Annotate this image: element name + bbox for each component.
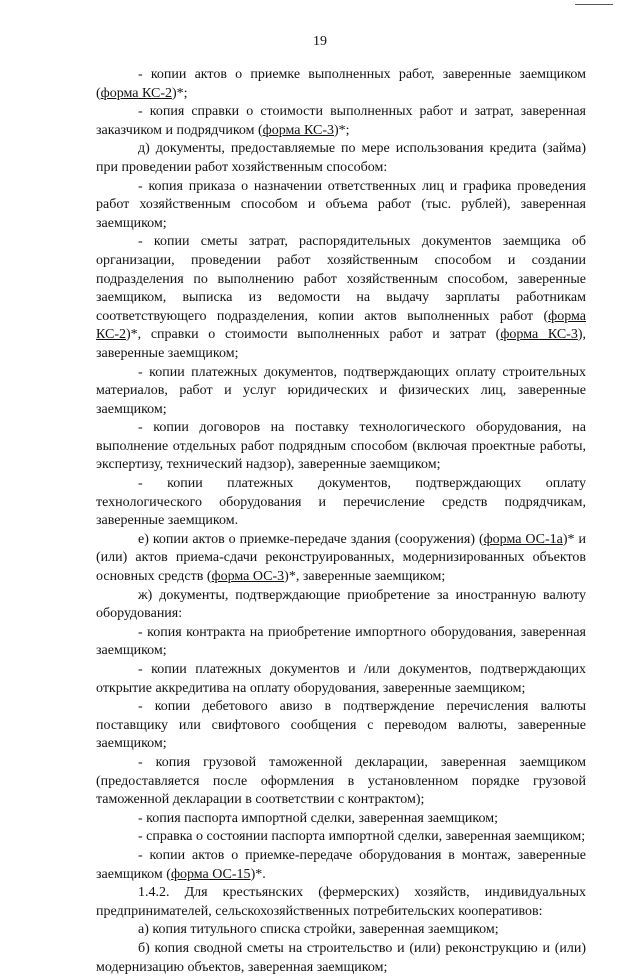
paragraph-text: )* и (или) актов приема-сдачи реконструированных, модернизированных объектов основных средств (: [96, 531, 586, 585]
paragraph-text: - копии актов о приемке-передаче оборудования в монтаж, заверенные заемщиком (: [96, 847, 586, 882]
paragraph-text: )*, заверенные заемщиком;: [284, 569, 446, 585]
paragraph-text: - справка о состоянии паспорта импортной сделки, заверенная заемщиком;: [138, 829, 586, 845]
paragraph-text: - копии сметы затрат, распорядительных документов заемщика об организации, проведении работ хозяйственным способом и создании подразделения по выполнению работ хозяйственным способом, заверенные заемщиком, выписка из ведомости на выдачу зарплаты работникам соответствующего подразделения, копии актов выполненных работ (: [96, 234, 586, 324]
paragraph: [96, 698, 586, 754]
paragraph-text: - копия приказа о назначении ответственных лиц и графика проведения работ хозяйственным способом и объема работ (тыс. рублей), заверенная заемщиком;: [96, 178, 586, 231]
paragraph-text: - копии договоров на поставку технологического оборудования, на выполнение отдельных работ подрядным способом (включая проектные работы, экспертизу, технический надзор), заверенные заемщиком;: [96, 420, 586, 473]
paragraph: [96, 624, 586, 661]
paragraph-text: б) копия сводной сметы на строительство и (или) реконструкцию и (или) модернизацию объектов, заверенная заемщиком;: [96, 940, 586, 975]
paragraph: [96, 419, 586, 475]
paragraph-text: - копии платежных документов, подтверждающих оплату строительных материалов, работ и услуг юридических и физических лиц, заверенные заемщиком;: [96, 364, 586, 417]
form-link[interactable]: форма КС-3: [500, 327, 578, 343]
paragraph-text: а) копия титульного списка стройки, заверенная заемщиком;: [138, 922, 499, 938]
paragraph: [96, 828, 586, 847]
document-body: [96, 66, 586, 977]
paragraph-text: )*.: [250, 866, 266, 882]
paragraph-text: - копии платежных документов и /или документов, подтверждающих открытие аккредитива на оплату оборудования, заверенные заемщиком;: [96, 662, 586, 696]
form-link[interactable]: форма ОС-3: [211, 569, 285, 585]
paragraph-text: - копия контракта на приобретение импортного оборудования, заверенная заемщиком;: [96, 624, 586, 659]
paragraph-text: - копия паспорта импортной сделки, заверенная заемщиком;: [138, 810, 499, 826]
paragraph: [96, 475, 586, 531]
page-number: 19: [313, 34, 327, 49]
paragraph-text: - копии дебетового авизо в подтверждение перечисления валюты поставщику или свифтового сообщения с переводом валюты, заверенные заемщиком;: [96, 699, 586, 752]
paragraph-text: )*;: [334, 122, 350, 138]
top-rule-line: [575, 4, 613, 5]
paragraph-text: )*;: [172, 85, 188, 101]
paragraph-text: - копия грузовой таможенной декларации, заверенная заемщиком (предоставляется после оформления в установленном порядке грузовой таможенной декларации в соответствии с контрактом);: [96, 754, 586, 808]
paragraph-text: - копии платежных документов, подтверждающих оплату технологического оборудования и перечисление средств подрядчикам, заверенные заемщиком.: [96, 476, 586, 529]
paragraph-text: - копия справки о стоимости выполненных работ и затрат, заверенная заказчиком и подрядчиком (: [96, 104, 586, 138]
paragraph: [96, 233, 586, 363]
paragraph-text: д) документы, предоставляемые по мере использования кредита (займа) при проведении работ хозяйственным способом:: [96, 141, 586, 175]
paragraph-text: ж) документы, подтверждающие приобретение за иностранную валюту оборудования:: [96, 587, 586, 622]
paragraph: [96, 661, 586, 698]
form-link[interactable]: форма КС-3: [262, 122, 334, 138]
paragraph: [96, 810, 586, 829]
form-link[interactable]: форма ОС-15: [170, 866, 251, 882]
paragraph: [96, 66, 586, 103]
paragraph-text: 1.4.2. Для крестьянских (фермерских) хозяйств, индивидуальных предпринимателей, сельскохозяйственных потребительских кооперативов:: [96, 885, 586, 919]
form-link[interactable]: форма ОС-1а: [483, 531, 563, 547]
paragraph: [96, 364, 586, 420]
paragraph: [96, 587, 586, 624]
form-link[interactable]: форма КС-2: [100, 85, 172, 101]
paragraph: [96, 531, 586, 587]
paragraph: [96, 103, 586, 140]
paragraph-text: - копии актов о приемке выполненных работ, заверенные заемщиком (: [96, 67, 586, 101]
paragraph: [96, 178, 586, 234]
form-link[interactable]: форма КС-2: [96, 308, 586, 343]
paragraph-text: е) копии актов о приемке-передаче здания (сооружения) (: [138, 531, 484, 547]
paragraph-text: )*, справки о стоимости выполненных работ и затрат (: [126, 327, 501, 343]
paragraph: [96, 140, 586, 177]
paragraph: [96, 940, 586, 977]
paragraph-text: ), заверенные заемщиком;: [96, 327, 586, 361]
paragraph: [96, 754, 586, 810]
paragraph: [96, 847, 586, 884]
paragraph: [96, 884, 586, 921]
paragraph: [96, 921, 586, 940]
